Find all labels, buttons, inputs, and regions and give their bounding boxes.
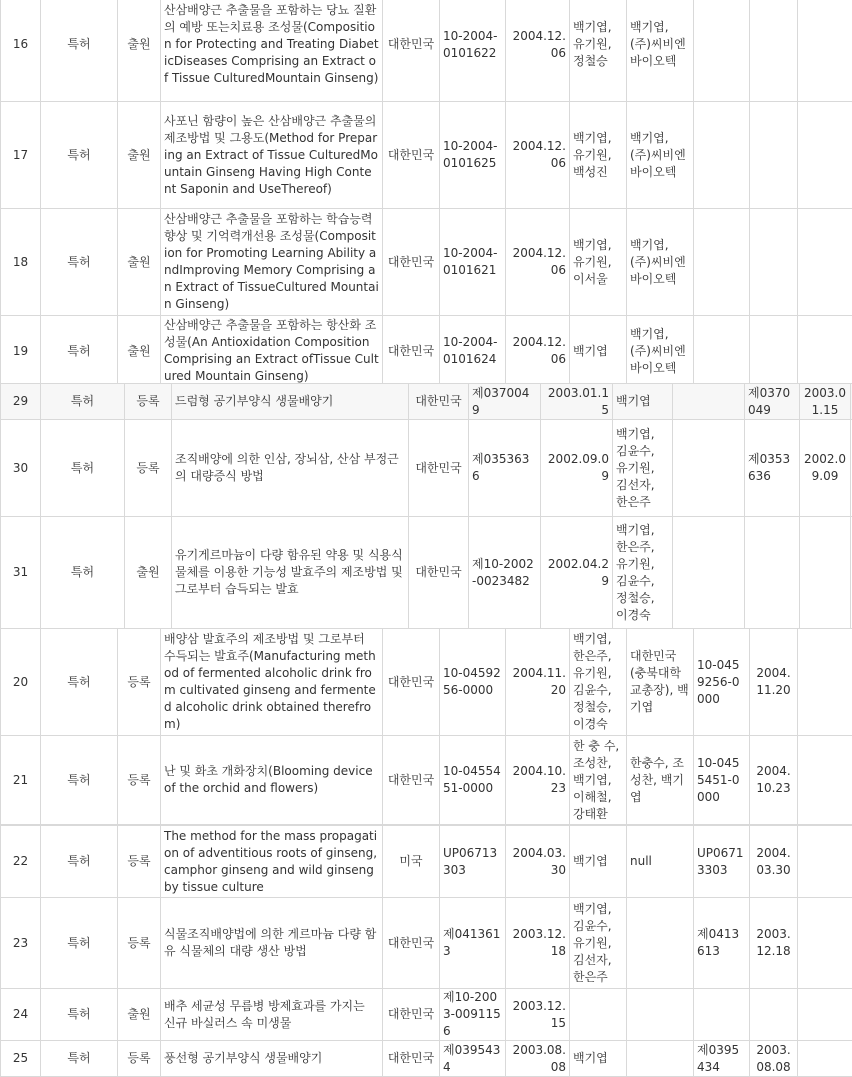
patent-title: 배추 세균성 무름병 방제효과를 가지는 신규 바실러스 속 미생물 [161,989,383,1041]
application-number: 10-2004-0101621 [440,209,506,316]
application-number: 제10-2002-0023482 [469,517,541,629]
registration-date: 2003.08.08 [750,1041,798,1077]
table-row [1,1041,852,1077]
registration-date: 2004.11.20 [750,629,798,736]
application-date: 2003.12.15 [506,989,570,1041]
registration-number [694,0,750,102]
ip-status: 출원 [118,0,161,102]
registration-date: 2004.10.23 [750,736,798,825]
application-number: 제0413613 [440,898,506,989]
ip-status: 출원 [118,989,161,1041]
country: 대한민국 [383,209,440,316]
country: 대한민국 [409,420,469,517]
extra-cell [798,316,852,387]
registration-number [694,102,750,209]
table-row [1,517,852,629]
inventors: 백기엽 [613,384,673,420]
application-number: 10-2004-0101622 [440,0,506,102]
application-date: 2004.12.06 [506,316,570,387]
inventors [570,989,627,1041]
patent-title: 드럼형 공기부양식 생물배양기 [172,384,409,420]
patent-title: 산삼배양근 추출물을 포함하는 학습능력 향상 및 기억력개선용 조성물(Composition for Promoting Learning Ability andImproving Memory Comprising an Extract of TissueCultured Mountain Ginseng) [161,209,383,316]
table-row [1,989,852,1041]
registration-date [750,316,798,387]
extra-cell [798,736,852,825]
country: 대한민국 [383,989,440,1041]
row-number: 19 [1,316,41,387]
inventors: 백기엽, 유기원, 정철승 [570,0,627,102]
table-row [1,420,852,517]
extra-cell [798,0,852,102]
row-number: 22 [1,826,41,898]
row-number: 16 [1,0,41,102]
application-number: 10-0455451-0000 [440,736,506,825]
inventors: 백기엽 [570,316,627,387]
registration-number: 제0395434 [694,1041,750,1077]
patent-table-block-d [0,825,852,1077]
table-row [1,316,852,387]
application-date: 2004.10.23 [506,736,570,825]
ip-status: 출원 [118,102,161,209]
country: 대한민국 [383,1041,440,1077]
inventors: 백기엽 [570,826,627,898]
application-date: 2002.09.09 [541,420,613,517]
applicants: null [627,826,694,898]
registration-date [750,0,798,102]
ip-type: 특허 [41,1041,118,1077]
patent-title: 배양삼 발효주의 제조방법 및 그로부터 수득되는 발효주(Manufacturing method of fermented alcoholic drink from cultivated ginseng and fermented alcoholic drink obtained therefrom) [161,629,383,736]
application-number: 제10-2003-0091156 [440,989,506,1041]
patent-table-block-a [0,0,852,387]
ip-status: 등록 [118,1041,161,1077]
patent-title: The method for the mass propagation of adventitious roots of ginseng, camphor ginseng and wild ginseng by tissue culture [161,826,383,898]
registration-date: 2002.09.09 [800,420,851,517]
ip-type: 특허 [41,316,118,387]
ip-type: 특허 [41,102,118,209]
patent-title: 산삼배양근 추출물을 포함하는 당뇨 질환의 예방 또는치료용 조성물(Composition for Protecting and Treating DiabeticDiseases Comprising an Extract of Tissue CulturedMountain Ginseng) [161,0,383,102]
ip-status: 등록 [125,420,172,517]
application-date: 2004.12.06 [506,102,570,209]
table-row [1,898,852,989]
registration-date [800,517,851,629]
country: 대한민국 [409,517,469,629]
row-number: 20 [1,629,41,736]
ip-type: 특허 [41,0,118,102]
application-number: 제0370049 [469,384,541,420]
patent-table-block-b [0,383,852,629]
applicants [673,517,745,629]
country: 대한민국 [383,316,440,387]
registration-number: 10-0455451-0000 [694,736,750,825]
patent-title: 풍선형 공기부양식 생물배양기 [161,1041,383,1077]
registration-number: 10-0459256-0000 [694,629,750,736]
ip-status: 출원 [118,316,161,387]
application-number: UP06713303 [440,826,506,898]
inventors: 백기엽, 김윤수, 유기원, 김선자, 한은주 [570,898,627,989]
application-date: 2003.01.15 [541,384,613,420]
country: 대한민국 [383,629,440,736]
applicants: 한충수, 조성찬, 백기엽 [627,736,694,825]
table-row [1,629,852,736]
extra-cell [798,989,852,1041]
registration-number [694,316,750,387]
applicants [627,898,694,989]
country: 미국 [383,826,440,898]
application-number: 10-2004-0101625 [440,102,506,209]
application-date: 2002.04.29 [541,517,613,629]
inventors: 백기엽, 한은주, 유기원, 김윤수, 정철승, 이경숙 [570,629,627,736]
country: 대한민국 [409,384,469,420]
row-number: 25 [1,1041,41,1077]
application-date: 2004.12.06 [506,209,570,316]
applicants: 백기엽, (주)씨비엔바이오텍 [627,209,694,316]
ip-status: 등록 [118,629,161,736]
application-number: 10-2004-0101624 [440,316,506,387]
registration-number: UP06713303 [694,826,750,898]
registration-date: 2003.01.15 [800,384,851,420]
row-number: 31 [1,517,41,629]
ip-type: 특허 [41,209,118,316]
row-number: 21 [1,736,41,825]
application-date: 2003.12.18 [506,898,570,989]
row-number: 24 [1,989,41,1041]
extra-cell [798,898,852,989]
country: 대한민국 [383,898,440,989]
ip-type: 특허 [41,826,118,898]
applicants: 백기엽, (주)씨비엔바이오텍 [627,0,694,102]
ip-type: 특허 [41,517,125,629]
applicants [627,989,694,1041]
applicants [673,384,745,420]
patent-title: 유기게르마늄이 다량 함유된 약용 및 식용식물체를 이용한 기능성 발효주의 제조방법 및 그로부터 습득되는 발효 [172,517,409,629]
registration-date [750,209,798,316]
ip-status: 출원 [125,517,172,629]
patent-title: 난 및 화초 개화장치(Blooming device of the orchid and flowers) [161,736,383,825]
application-date: 2003.08.08 [506,1041,570,1077]
table-row [1,826,852,898]
ip-status: 등록 [118,826,161,898]
registration-number [745,517,800,629]
ip-status: 등록 [118,898,161,989]
patent-title: 식물조직배양법에 의한 게르마늄 다량 함유 식물체의 대량 생산 방법 [161,898,383,989]
inventors: 백기엽, 김윤수, 유기원, 김선자, 한은주 [613,420,673,517]
table-row [1,102,852,209]
inventors: 백기엽 [570,1041,627,1077]
extra-cell [798,1041,852,1077]
extra-cell [798,826,852,898]
application-number: 제0353636 [469,420,541,517]
application-number: 제0395434 [440,1041,506,1077]
ip-type: 특허 [41,629,118,736]
application-date: 2004.11.20 [506,629,570,736]
country: 대한민국 [383,736,440,825]
registration-date [750,989,798,1041]
ip-type: 특허 [41,384,125,420]
table-row [1,736,852,825]
table-row [1,384,852,420]
ip-status: 출원 [118,209,161,316]
extra-cell [798,102,852,209]
inventors: 한 충 수, 조성찬, 백기엽, 이해철, 강태환 [570,736,627,825]
inventors: 백기엽, 한은주, 유기원, 김윤수, 정철승, 이경숙 [613,517,673,629]
extra-cell [798,209,852,316]
table-row [1,209,852,316]
applicants [627,1041,694,1077]
ip-status: 등록 [125,384,172,420]
patent-table-block-c [0,628,852,825]
country: 대한민국 [383,102,440,209]
table-row [1,0,852,102]
country: 대한민국 [383,0,440,102]
registration-number [694,209,750,316]
patent-title: 조직배양에 의한 인삼, 장뇌삼, 산삼 부정근의 대량증식 방법 [172,420,409,517]
inventors: 백기엽, 유기원, 백성진 [570,102,627,209]
row-number: 17 [1,102,41,209]
ip-status: 등록 [118,736,161,825]
ip-type: 특허 [41,898,118,989]
row-number: 18 [1,209,41,316]
ip-type: 특허 [41,420,125,517]
application-date: 2004.12.06 [506,0,570,102]
registration-number: 제0370049 [745,384,800,420]
patent-title: 사포닌 함량이 높은 산삼배양근 추출물의 제조방법 및 그용도(Method for Preparing an Extract of Tissue CulturedMountain Ginseng Having High Content Saponin and UseThereof) [161,102,383,209]
extra-cell [798,629,852,736]
applicants: 백기엽, (주)씨비엔바이오텍 [627,102,694,209]
applicants: 대한민국(충북대학교총장), 백기엽 [627,629,694,736]
inventors: 백기엽, 유기원, 이서울 [570,209,627,316]
row-number: 30 [1,420,41,517]
applicants: 백기엽, (주)씨비엔바이오텍 [627,316,694,387]
application-number: 10-0459256-0000 [440,629,506,736]
registration-number [694,989,750,1041]
patent-title: 산삼배양근 추출물을 포함하는 항산화 조성물(An Antioxidation Composition Comprising an Extract ofTissue Cultured Mountain Ginseng) [161,316,383,387]
registration-date [750,102,798,209]
applicants [673,420,745,517]
application-date: 2004.03.30 [506,826,570,898]
ip-type: 특허 [41,736,118,825]
row-number: 23 [1,898,41,989]
row-number: 29 [1,384,41,420]
registration-date: 2003.12.18 [750,898,798,989]
registration-number: 제0353636 [745,420,800,517]
registration-date: 2004.03.30 [750,826,798,898]
ip-type: 특허 [41,989,118,1041]
registration-number: 제0413613 [694,898,750,989]
